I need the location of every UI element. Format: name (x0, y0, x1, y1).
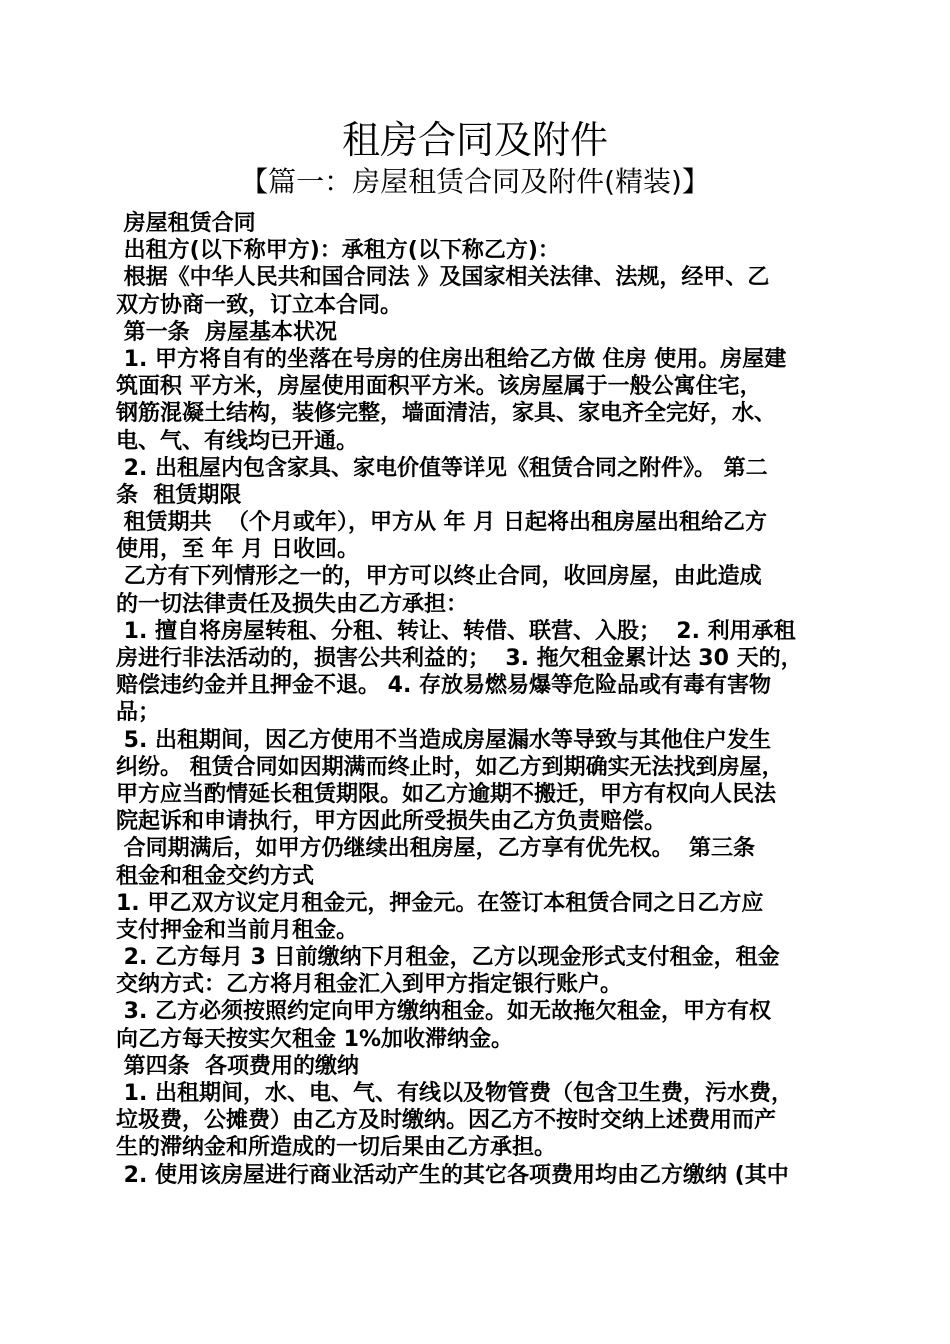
body-line: 第一条 房屋基本状况 (116, 319, 337, 345)
body-line: 电、气、有线均已开通。 (116, 428, 359, 454)
body-line: 生的滞纳金和所造成的一切后果由乙方承担。 (116, 1135, 557, 1161)
body-line: 院起诉和申请执行，甲方因此所受损失由乙方负责赔偿。 (116, 809, 667, 835)
body-line: 出租方(以下称甲方)：承租方(以下称乙方)： (116, 238, 560, 264)
document-title: 租房合同及附件 (341, 118, 608, 162)
body-line: 3. 乙方必须按照约定向甲方缴纳租金。如无故拖欠租金，甲方有权 (116, 999, 771, 1025)
body-line: 双方协商一致，订立本合同。 (116, 292, 403, 318)
body-line: 2. 使用该房屋进行商业活动产生的其它各项费用均由乙方缴纳 (其中 (116, 1162, 789, 1188)
body-line: 使用，至 年 月 日收回。 (116, 537, 359, 563)
body-line: 1. 擅自将房屋转租、分租、转让、转借、联营、入股； 2. 利用承租 (116, 618, 796, 644)
body-line: 1. 甲方将自有的坐落在号房的住房出租给乙方做 住房 使用。房屋建 (116, 346, 787, 372)
body-line: 2. 出租屋内包含家具、家电价值等详见《租赁合同之附件》。 第二 (116, 455, 768, 481)
body-line: 品； (116, 700, 161, 726)
body-line: 租金和租金交约方式 (116, 863, 315, 889)
document-subtitle: 【篇一：房屋租赁合同及附件(精装)】 (240, 165, 710, 198)
body-line: 根据《中华人民共和国合同法 》及国家相关法律、法规，经甲、乙 (116, 265, 770, 291)
body-line: 房屋租赁合同 (116, 211, 256, 236)
body-line: 甲方应当酌情延长租赁期限。如乙方逾期不搬迁，甲方有权向人民法 (116, 781, 777, 807)
body-line: 5. 出租期间，因乙方使用不当造成房屋漏水等导致与其他住户发生 (116, 727, 771, 753)
body-line: 支付押金和当前月租金。 (116, 917, 359, 943)
document-body (116, 210, 838, 1189)
body-line: 垃圾费，公摊费）由乙方及时缴纳。因乙方不按时交纳上述费用而产 (116, 1108, 777, 1134)
body-line: 乙方有下列情形之一的，甲方可以终止合同，收回房屋，由此造成 (116, 564, 762, 590)
body-line: 1. 甲乙双方议定月租金元，押金元。在签订本租赁合同之日乙方应 (116, 890, 764, 916)
body-line: 1. 出租期间，水、电、气、有线以及物管费（包含卫生费，污水费， (116, 1081, 793, 1106)
body-line: 的一切法律责任及损失由乙方承担： (116, 591, 469, 617)
body-line: 交纳方式：乙方将月租金汇入到甲方指定银行账户。 (116, 972, 623, 998)
body-line: 赔偿违约金并且押金不退。 4. 存放易燃易爆等危险品或有毒有害物 (116, 673, 771, 699)
body-line: 第四条 各项费用的缴纳 (116, 1053, 359, 1079)
body-line: 合同期满后，如甲方仍继续出租房屋，乙方享有优先权。 第三条 (116, 836, 755, 862)
body-line: 2. 乙方每月 3 日前缴纳下月租金，乙方以现金形式支付租金，租金 (116, 945, 780, 971)
body-line: 条 租赁期限 (116, 482, 242, 508)
body-line: 钢筋混凝土结构，装修完整，墙面清洁，家具、家电齐全完好，水、 (116, 401, 777, 427)
body-line: 筑面积 平方米，房屋使用面积平方米。该房屋属于一般公寓住宅， (116, 374, 762, 400)
body-line: 租赁期共 （个月或年），甲方从 年 月 日起将出租房屋出租给乙方 (116, 510, 767, 536)
body-line: 房进行非法活动的，损害公共利益的； 3. 拖欠租金累计达 30 天的， (116, 646, 803, 671)
body-line: 向乙方每天按实欠租金 1%加收滞纳金。 (116, 1026, 514, 1052)
body-line: 纠纷。 租赁合同如因期满而终止时，如乙方到期确实无法找到房屋， (116, 754, 784, 780)
